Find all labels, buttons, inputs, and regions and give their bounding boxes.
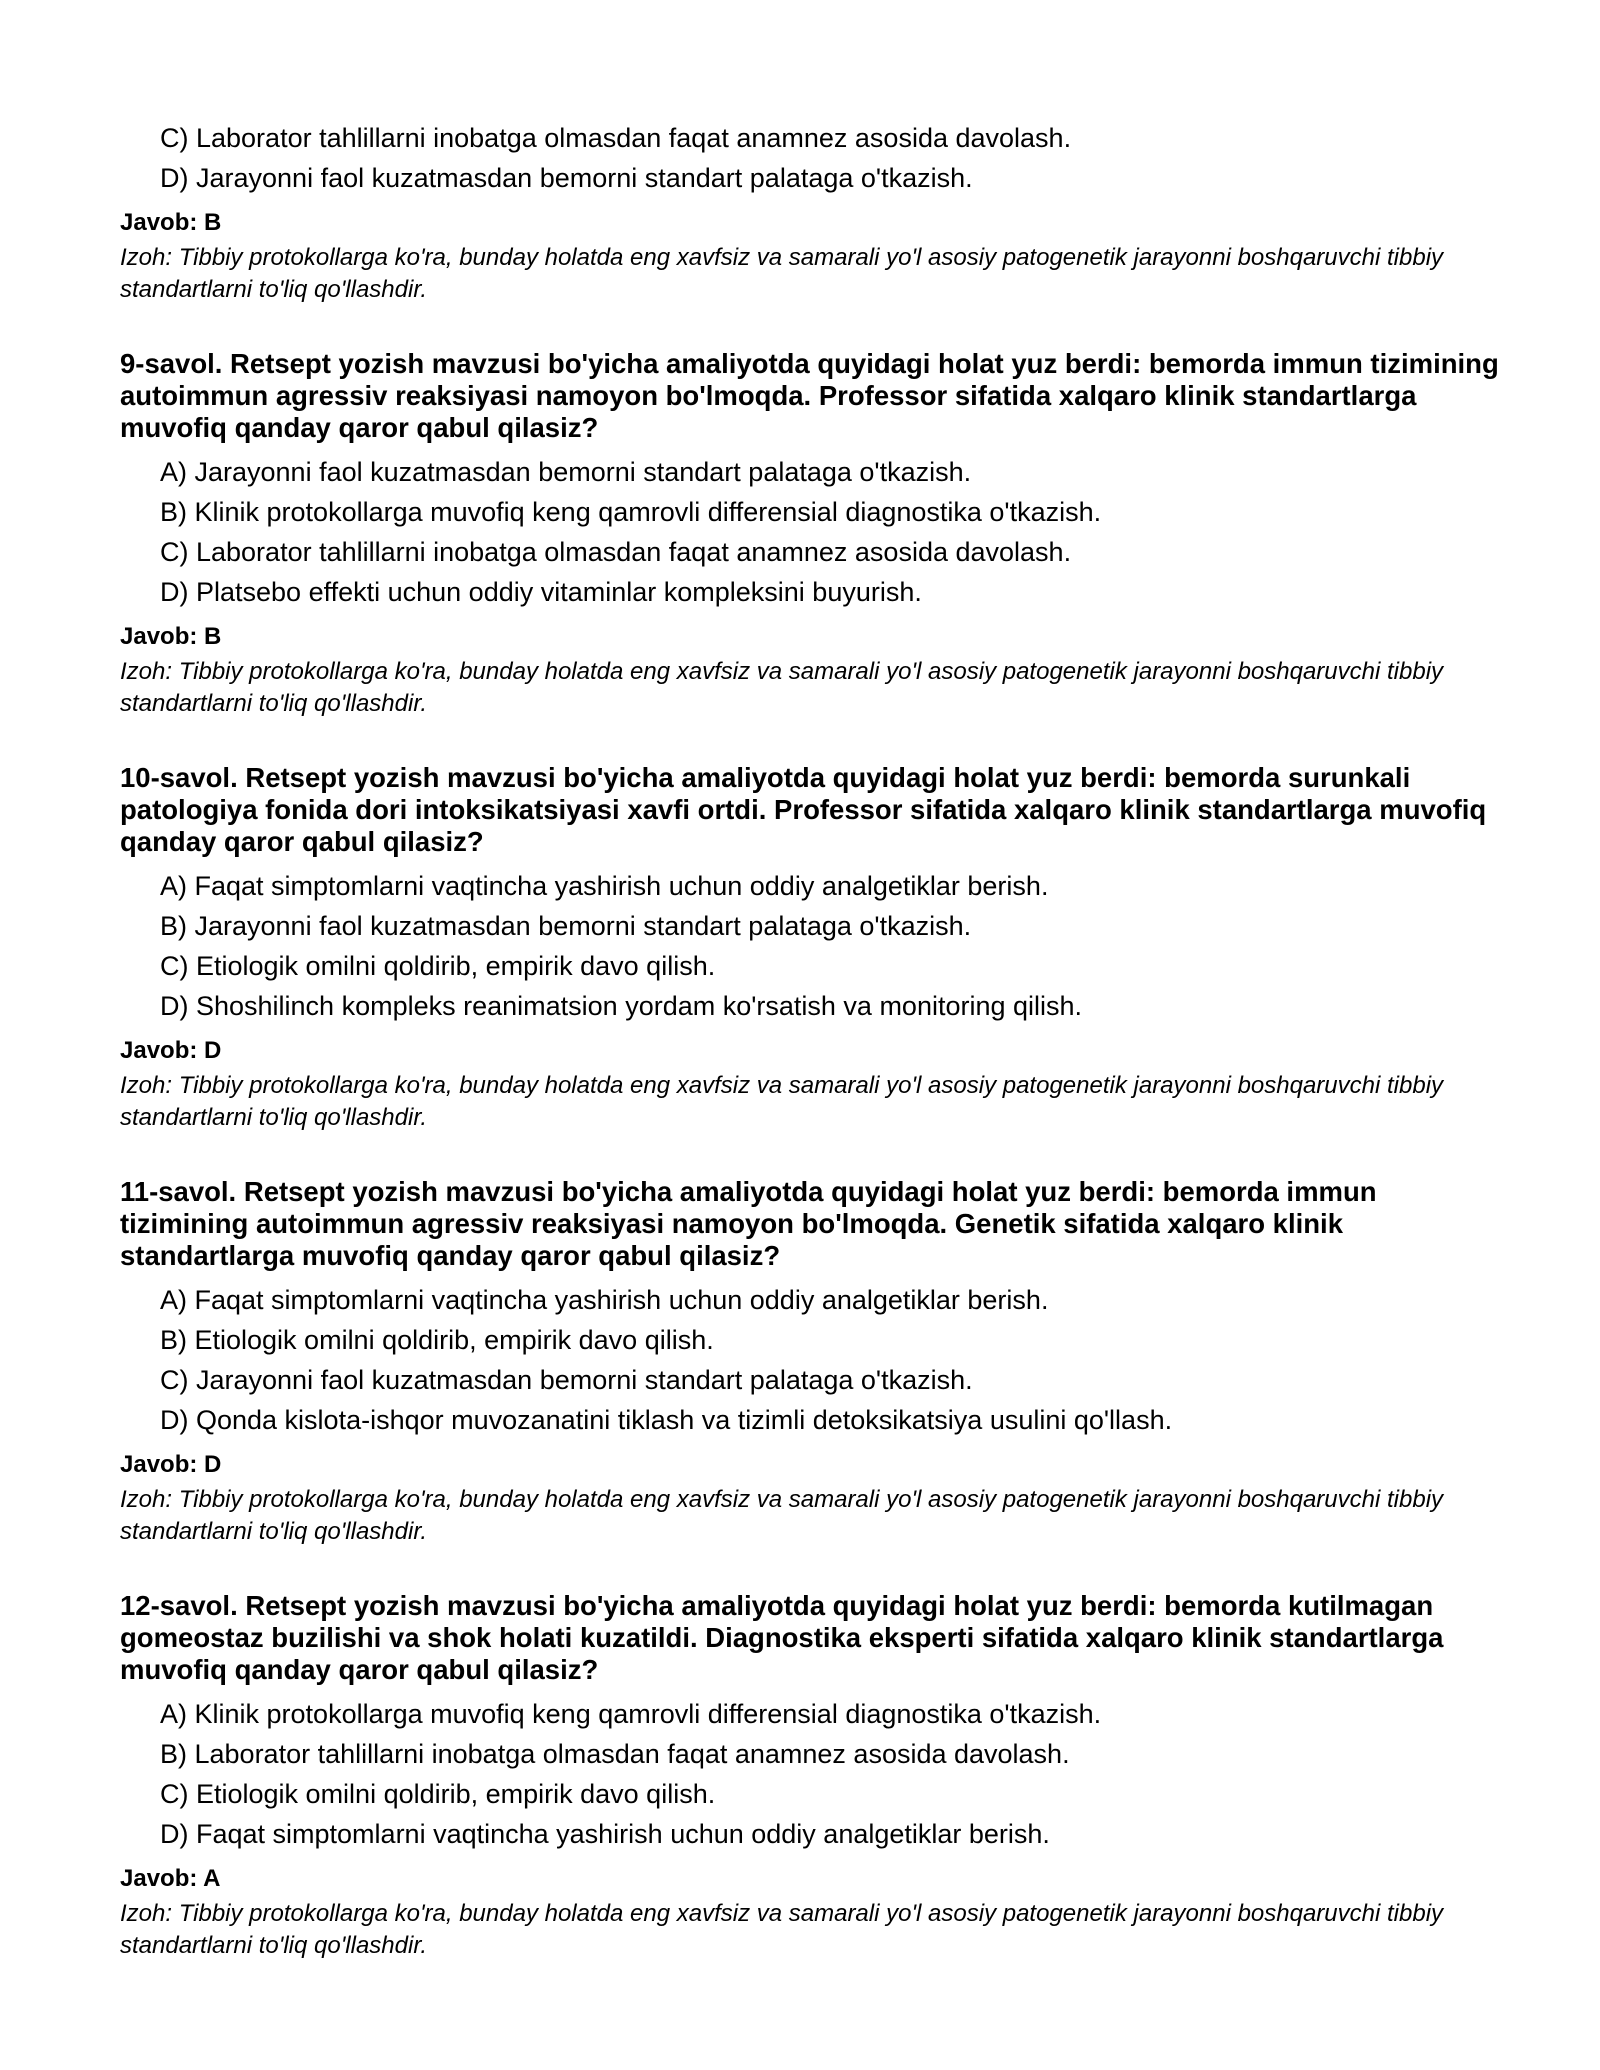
option-a: A) Faqat simptomlarni vaqtincha yashirish uchun oddiy analgetiklar berish. bbox=[160, 871, 1049, 901]
option-b: B) Jarayonni faol kuzatmasdan bemorni standart palataga o'tkazish. bbox=[160, 911, 972, 941]
option-d: D) Faqat simptomlarni vaqtincha yashirish uchun oddiy analgetiklar berish. bbox=[160, 1819, 1050, 1849]
option-b: B) Etiologik omilni qoldirib, empirik davo qilish. bbox=[160, 1325, 714, 1355]
option-d: D) Platsebo effekti uchun oddiy vitaminlar kompleksini buyurish. bbox=[160, 577, 922, 607]
option-d: D) Shoshilinch kompleks reanimatsion yordam ko'rsatish va monitoring qilish. bbox=[160, 991, 1083, 1021]
option-c: C) Laborator tahlillarni inobatga olmasdan faqat anamnez asosida davolash. bbox=[160, 537, 1072, 567]
answer-label: Javob: A bbox=[120, 1865, 221, 1892]
document-page bbox=[120, 118, 1500, 1962]
option-d: D) Jarayonni faol kuzatmasdan bemorni standart palataga o'tkazish. bbox=[160, 163, 973, 193]
question-11 bbox=[120, 1176, 1500, 1548]
answer-label: Javob: D bbox=[120, 1451, 222, 1478]
option-b: B) Klinik protokollarga muvofiq keng qamrovli differensial diagnostika o'tkazish. bbox=[160, 497, 1102, 527]
question-text: 11-savol. Retsept yozish mavzusi bo'yicha amaliyotda quyidagi holat yuz berdi: bemorda immun tizimining autoimmun agressiv reaksiyasi namoyon bo'lmoqda. Genetik sifatida xalqaro klinik standartlarga muvofiq qanday qaror qabul qilasiz? bbox=[120, 1176, 1377, 1271]
option-d: D) Qonda kislota-ishqor muvozanatini tiklash va tizimli detoksikatsiya usulini qo'llash. bbox=[160, 1405, 1173, 1435]
leading-question-fragment bbox=[120, 118, 1500, 306]
question-12 bbox=[120, 1590, 1500, 1962]
answer-label: Javob: D bbox=[120, 1037, 222, 1064]
answer-label: Javob: B bbox=[120, 209, 222, 236]
explanation-note: Izoh: Tibbiy protokollarga ko'ra, bunday holatda eng xavfsiz va samarali yo'l asosiy patogenetik jarayonni boshqaruvchi tibbiy standartlarni to'liq qo'llashdir. bbox=[120, 658, 1444, 717]
explanation-note: Izoh: Tibbiy protokollarga ko'ra, bunday holatda eng xavfsiz va samarali yo'l asosiy patogenetik jarayonni boshqaruvchi tibbiy standartlarni to'liq qo'llashdir. bbox=[120, 1486, 1444, 1545]
option-a: A) Klinik protokollarga muvofiq keng qamrovli differensial diagnostika o'tkazish. bbox=[160, 1699, 1102, 1729]
option-c: C) Laborator tahlillarni inobatga olmasdan faqat anamnez asosida davolash. bbox=[160, 123, 1072, 153]
question-text: 10-savol. Retsept yozish mavzusi bo'yicha amaliyotda quyidagi holat yuz berdi: bemorda surunkali patologiya fonida dori intoksikatsiyasi xavfi ortdi. Professor sifatida xalqaro klinik standartlarga muvofiq qanday qaror qabul qilasiz? bbox=[120, 762, 1487, 857]
option-a: A) Jarayonni faol kuzatmasdan bemorni standart palataga o'tkazish. bbox=[160, 457, 972, 487]
explanation-note: Izoh: Tibbiy protokollarga ko'ra, bunday holatda eng xavfsiz va samarali yo'l asosiy patogenetik jarayonni boshqaruvchi tibbiy standartlarni to'liq qo'llashdir. bbox=[120, 1900, 1444, 1959]
question-text: 12-savol. Retsept yozish mavzusi bo'yicha amaliyotda quyidagi holat yuz berdi: bemorda kutilmagan gomeostaz buzilishi va shok holati kuzatildi. Diagnostika eksperti sifatida xalqaro klinik standartlarga muvofiq qanday qaror qabul qilasiz? bbox=[120, 1590, 1444, 1685]
question-10 bbox=[120, 762, 1500, 1134]
explanation-note: Izoh: Tibbiy protokollarga ko'ra, bunday holatda eng xavfsiz va samarali yo'l asosiy patogenetik jarayonni boshqaruvchi tibbiy standartlarni to'liq qo'llashdir. bbox=[120, 244, 1444, 303]
question-9 bbox=[120, 348, 1500, 720]
option-c: C) Etiologik omilni qoldirib, empirik davo qilish. bbox=[160, 951, 716, 981]
option-b: B) Laborator tahlillarni inobatga olmasdan faqat anamnez asosida davolash. bbox=[160, 1739, 1070, 1769]
question-text: 9-savol. Retsept yozish mavzusi bo'yicha amaliyotda quyidagi holat yuz berdi: bemorda immun tizimining autoimmun agressiv reaksiyasi namoyon bo'lmoqda. Professor sifatida xalqaro klinik standartlarga muvofiq qanday qaror qabul qilasiz? bbox=[120, 348, 1499, 443]
option-a: A) Faqat simptomlarni vaqtincha yashirish uchun oddiy analgetiklar berish. bbox=[160, 1285, 1049, 1315]
explanation-note: Izoh: Tibbiy protokollarga ko'ra, bunday holatda eng xavfsiz va samarali yo'l asosiy patogenetik jarayonni boshqaruvchi tibbiy standartlarni to'liq qo'llashdir. bbox=[120, 1072, 1444, 1131]
answer-label: Javob: B bbox=[120, 623, 222, 650]
option-c: C) Jarayonni faol kuzatmasdan bemorni standart palataga o'tkazish. bbox=[160, 1365, 973, 1395]
option-c: C) Etiologik omilni qoldirib, empirik davo qilish. bbox=[160, 1779, 716, 1809]
